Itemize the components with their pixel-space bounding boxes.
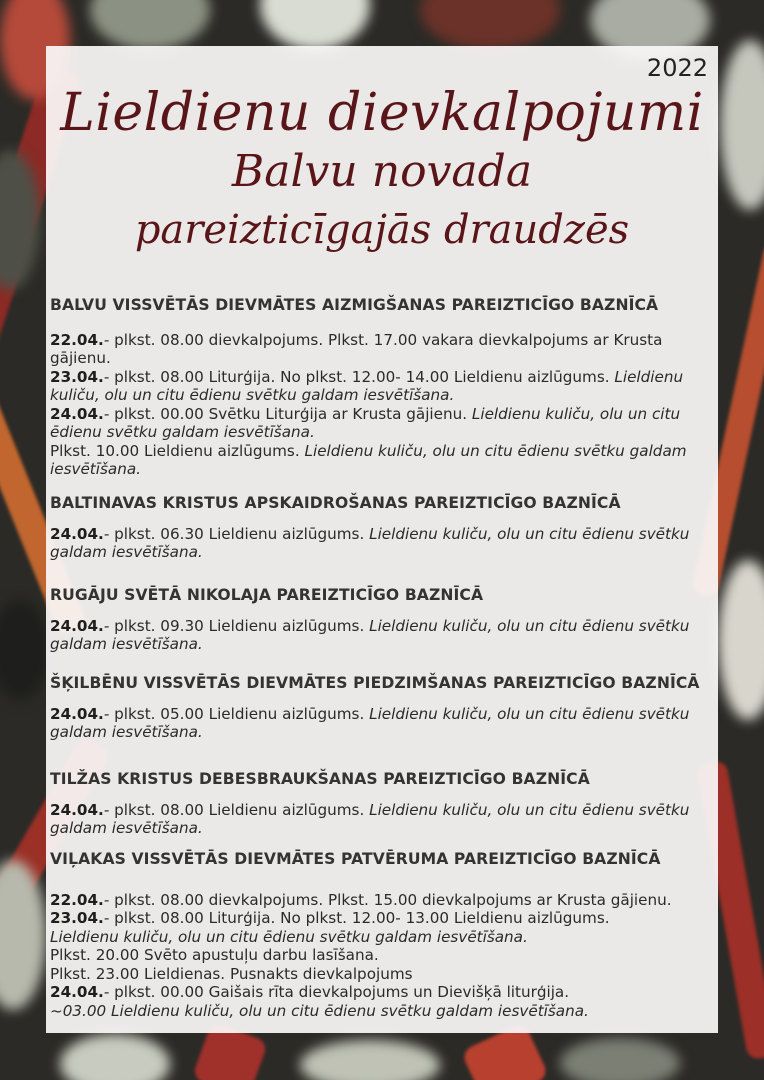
service-entry: 24.04.- plkst. 05.00 Lieldienu aizlūgums. Lieldienu kuliču, olu un citu ēdienu svētku galdam iesvētīšana. <box>50 704 690 741</box>
service-entry: Plkst. 23.00 Lieldienas. Pusnakts dievkalpojums <box>50 964 413 983</box>
service-list <box>50 331 710 479</box>
church-name: BALTINAVAS KRISTUS APSKAIDROŠANAS PAREIZTICĪGO BAZNĪCĀ <box>50 494 621 512</box>
church-name: ŠĶILBĒNU VISSVĒTĀS DIEVMĀTES PIEDZIMŠANAS PAREIZTICĪGO BAZNĪCĀ <box>50 674 700 692</box>
service-date: 23.04. <box>50 909 104 927</box>
schedule-panel <box>46 46 718 1033</box>
service-date: 24.04. <box>50 524 104 543</box>
service-list <box>50 705 710 742</box>
church-section-baltinava <box>50 494 710 562</box>
service-list <box>50 525 710 562</box>
service-entry: 24.04.- plkst. 00.00 Gaišais rīta dievkalpojums un Dievišķā liturģija. <box>50 983 570 1001</box>
service-entry: 22.04.- plkst. 08.00 dievkalpojums. Plkst. 15.00 dievkalpojums ar Krusta gājienu. <box>50 890 672 909</box>
service-date: 22.04. <box>50 330 104 349</box>
service-list <box>50 891 710 1021</box>
service-list <box>50 801 710 838</box>
title-line-2: Balvu novada <box>231 146 533 197</box>
church-section-tilza <box>50 770 710 838</box>
service-entry: 23.04.- plkst. 08.00 Liturģija. No plkst. 12.00- 13.00 Lieldienu aizlūgums. <box>50 909 610 927</box>
church-name: TILŽAS KRISTUS DEBESBRAUKŠANAS PAREIZTICĪGO BAZNĪCĀ <box>50 770 590 788</box>
service-entry: 24.04.- plkst. 08.00 Lieldienu aizlūgums. Lieldienu kuliču, olu un citu ēdienu svētku galdam iesvētīšana. <box>50 800 690 837</box>
service-entry: Plkst. 20.00 Svēto apustuļu darbu lasīšana. <box>50 946 379 964</box>
service-entry: Plkst. 10.00 Lieldienu aizlūgums. Lieldienu kuliču, olu un citu ēdienu svētku galdam iesvētīšana. <box>50 441 687 478</box>
service-entry: 24.04.- plkst. 00.00 Svētku Liturģija ar Krusta gājienu. Lieldienu kuliču, olu un citu ēdienu svētku galdam iesvētīšana. <box>50 404 681 441</box>
service-date: 24.04. <box>50 800 104 819</box>
service-list <box>50 617 710 654</box>
service-entry: Lieldienu kuliču, olu un citu ēdienu svētku galdam iesvētīšana. <box>50 927 528 946</box>
title-line-3: pareizticīgajās draudzēs <box>134 207 630 253</box>
service-entry: 23.04.- plkst. 08.00 Liturģija. No plkst. 12.00- 14.00 Lieldienu aizlūgums. Lieldienu kuliču, olu un citu ēdienu svētku galdam iesvētīšana. <box>50 367 684 404</box>
church-section-vilaka <box>50 850 710 1020</box>
service-entry: ~03.00 Lieldienu kuliču, olu un citu ēdienu svētku galdam iesvētīšana. <box>50 1001 589 1020</box>
service-entry: 24.04.- plkst. 09.30 Lieldienu aizlūgums. Lieldienu kuliču, olu un citu ēdienu svētku galdam iesvētīšana. <box>50 616 690 653</box>
service-date: 24.04. <box>50 404 104 423</box>
service-entry: 22.04.- plkst. 08.00 dievkalpojums. Plkst. 17.00 vakara dievkalpojums ar Krusta gājienu. <box>50 330 663 367</box>
church-section-skilbeni <box>50 674 710 742</box>
church-section-balvi <box>50 296 710 479</box>
service-date: 23.04. <box>50 367 104 386</box>
service-date: 24.04. <box>50 616 104 635</box>
year-label: 2022 <box>646 54 708 82</box>
church-section-rugaji <box>50 586 710 654</box>
service-date: 24.04. <box>50 983 104 1001</box>
church-name: VIĻAKAS VISSVĒTĀS DIEVMĀTES PATVĒRUMA PAREIZTICĪGO BAZNĪCĀ <box>50 850 661 868</box>
church-name: BALVU VISSVĒTĀS DIEVMĀTES AIZMIGŠANAS PAREIZTICĪGO BAZNĪCĀ <box>50 296 659 314</box>
title-line-1: Lieldienu dievkalpojumi <box>60 83 704 143</box>
church-name: RUGĀJU SVĒTĀ NIKOLAJA PAREIZTICĪGO BAZNĪCĀ <box>50 586 484 604</box>
service-entry: 24.04.- plkst. 06.30 Lieldienu aizlūgums. Lieldienu kuliču, olu un citu ēdienu svētku galdam iesvētīšana. <box>50 524 690 561</box>
service-date: 24.04. <box>50 704 104 723</box>
poster-title <box>46 82 718 260</box>
service-date: 22.04. <box>50 890 104 909</box>
